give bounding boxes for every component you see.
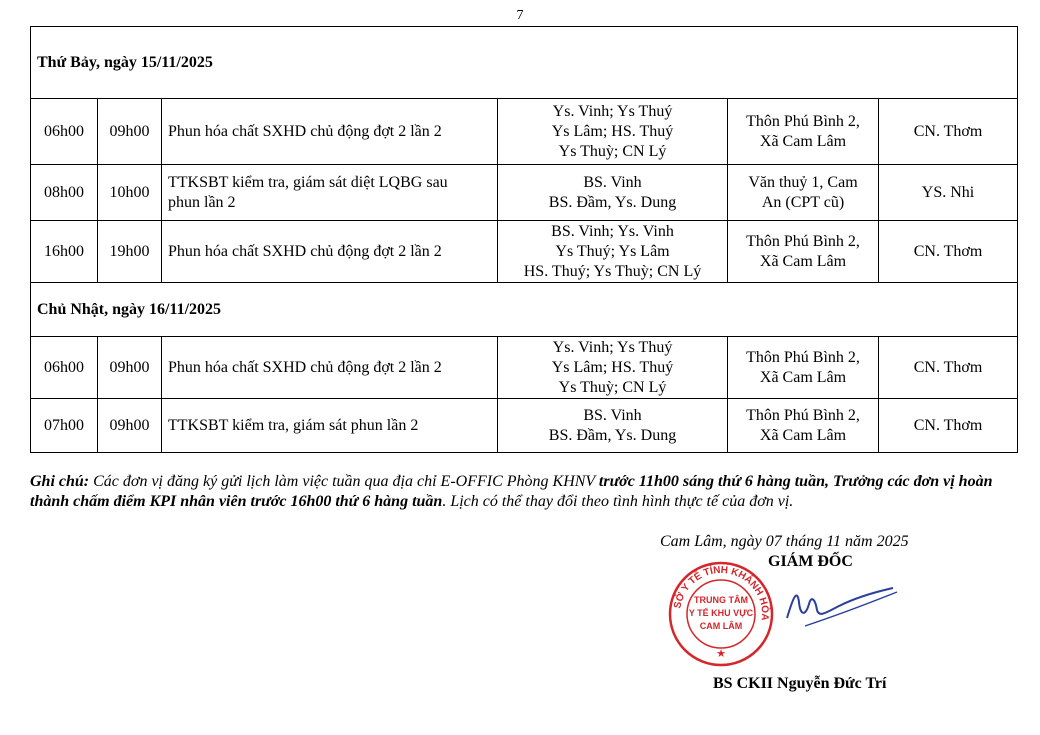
task-cell (162, 399, 498, 453)
schedule-table (30, 26, 1018, 453)
lead-cell: CN. Thơm (879, 399, 1018, 453)
task-cell-line: Phun hóa chất SXHD chủ động đợt 2 lần 2 (168, 122, 442, 140)
location-cell (728, 165, 879, 221)
staff-cell-line: Ys Thuỳ; CN Lý (558, 378, 667, 396)
task-cell-line: Phun hóa chất SXHD chủ động đợt 2 lần 2 (168, 242, 442, 260)
location-cell-line: Xã Cam Lâm (759, 368, 847, 386)
stamp-line-2: Y TẾ KHU VỰC (688, 608, 754, 618)
staff-cell-line: Ys. Vinh; Ys Thuý (552, 102, 673, 120)
official-stamp (665, 558, 777, 670)
stamp-ring-text: SỞ Y TẾ TỈNH KHÁNH HÒA (672, 564, 771, 622)
stamp-star-icon: ★ (716, 648, 726, 660)
staff-cell (498, 221, 728, 283)
stamp-line-3: CAM LÂM (699, 621, 743, 631)
table-row (31, 99, 1018, 165)
note-text-2: . Lịch có thể thay đổi theo tình hình thực tế của đơn vị. (442, 493, 794, 510)
location-cell (728, 221, 879, 283)
staff-cell (498, 165, 728, 221)
staff-cell (498, 99, 728, 165)
director-signature (775, 580, 905, 640)
start-time-cell: 08h00 (31, 165, 98, 221)
day-header-row (31, 27, 1018, 99)
note-label: Ghi chú: (30, 473, 90, 490)
location-cell-line: Thôn Phú Bình 2, (746, 348, 860, 366)
day-header: Chủ Nhật, ngày 16/11/2025 (31, 283, 1018, 337)
director-title: GIÁM ĐỐC (768, 553, 853, 570)
task-cell-line: TTKSBT kiểm tra, giám sát phun lần 2 (168, 416, 419, 434)
staff-cell (498, 399, 728, 453)
task-cell (162, 165, 498, 221)
note-text-1: Các đơn vị đăng ký gửi lịch làm việc tuần qua địa chỉ E-OFFIC Phòng KHNV (89, 473, 599, 490)
note-deadline: trước 11h00 sáng thứ 6 hàng tuần, Trưởng các đơn vị hoàn thành chấm điểm KPI nhân viên trước 16h00 thứ 6 hàng tuần (30, 473, 993, 510)
page-number: 7 (516, 8, 524, 23)
staff-cell-line: HS. Thuý; Ys Thuỳ; CN Lý (523, 262, 702, 280)
start-time-cell: 06h00 (31, 337, 98, 399)
task-cell (162, 99, 498, 165)
task-cell (162, 221, 498, 283)
staff-cell-line: Ys Lâm; HS. Thuý (551, 358, 674, 376)
signer-name: BS CKII Nguyễn Đức Trí (713, 675, 887, 692)
location-cell-line: Xã Cam Lâm (759, 132, 847, 150)
location-cell (728, 399, 879, 453)
table-row (31, 221, 1018, 283)
task-cell-line: TTKSBT kiểm tra, giám sát diệt LQBG sau (168, 173, 448, 191)
location-cell-line: Thôn Phú Bình 2, (746, 232, 860, 250)
end-time-cell: 10h00 (98, 165, 162, 221)
location-cell-line: Văn thuỷ 1, Cam (748, 173, 858, 191)
task-cell-line: phun lần 2 (168, 193, 236, 211)
task-cell (162, 337, 498, 399)
location-cell-line: Xã Cam Lâm (759, 252, 847, 270)
end-time-cell: 19h00 (98, 221, 162, 283)
staff-cell-line: Ys Thuỳ; CN Lý (558, 142, 667, 160)
staff-cell-line: Ys. Vinh; Ys Thuý (552, 338, 673, 356)
location-cell (728, 337, 879, 399)
table-row (31, 337, 1018, 399)
start-time-cell: 06h00 (31, 99, 98, 165)
location-cell-line: An (CPT cũ) (761, 193, 845, 211)
table-row (31, 399, 1018, 453)
lead-cell: CN. Thơm (879, 337, 1018, 399)
staff-cell-line: BS. Đầm, Ys. Dung (548, 426, 677, 444)
staff-cell-line: Ys Lâm; HS. Thuý (551, 122, 674, 140)
schedule-body (31, 27, 1018, 453)
lead-cell: YS. Nhi (879, 165, 1018, 221)
day-header: Thứ Bảy, ngày 15/11/2025 (31, 27, 1018, 99)
table-row (31, 165, 1018, 221)
end-time-cell: 09h00 (98, 99, 162, 165)
staff-cell-line: BS. Đầm, Ys. Dung (548, 193, 677, 211)
location-cell-line: Thôn Phú Bình 2, (746, 406, 860, 424)
start-time-cell: 07h00 (31, 399, 98, 453)
location-cell (728, 99, 879, 165)
start-time-cell: 16h00 (31, 221, 98, 283)
place-date: Cam Lâm, ngày 07 tháng 11 năm 2025 (660, 533, 909, 550)
lead-cell: CN. Thơm (879, 99, 1018, 165)
staff-cell-line: BS. Vinh (583, 406, 642, 424)
staff-cell-line: Ys Thuý; Ys Lâm (555, 242, 670, 260)
stamp-line-1: TRUNG TÂM (694, 595, 748, 605)
lead-cell: CN. Thơm (879, 221, 1018, 283)
location-cell-line: Thôn Phú Bình 2, (746, 112, 860, 130)
day-header-row (31, 283, 1018, 337)
note-paragraph (30, 472, 1020, 512)
staff-cell-line: BS. Vinh (583, 173, 642, 191)
location-cell-line: Xã Cam Lâm (759, 426, 847, 444)
staff-cell-line: BS. Vinh; Ys. Vinh (551, 222, 674, 240)
staff-cell (498, 337, 728, 399)
end-time-cell: 09h00 (98, 399, 162, 453)
end-time-cell: 09h00 (98, 337, 162, 399)
task-cell-line: Phun hóa chất SXHD chủ động đợt 2 lần 2 (168, 358, 442, 376)
